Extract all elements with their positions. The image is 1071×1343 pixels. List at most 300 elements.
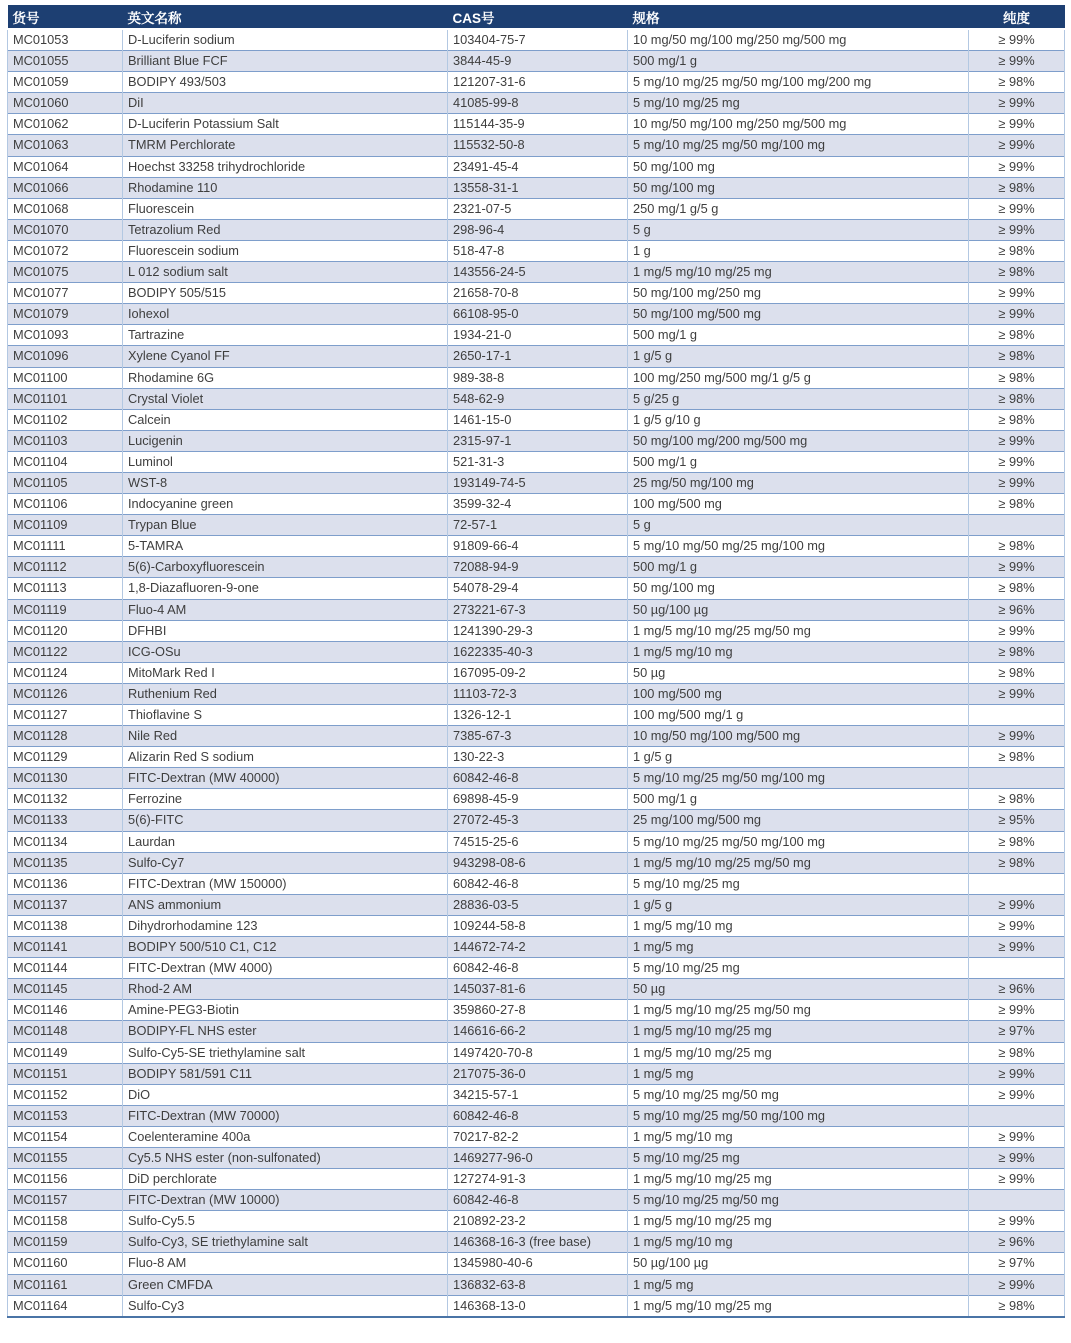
cell-code: MC01153 — [8, 1105, 123, 1126]
cell-cas: 548-62-9 — [448, 388, 628, 409]
cell-cas: 115144-35-9 — [448, 114, 628, 135]
cell-spec: 50 mg/100 mg/250 mg — [628, 283, 969, 304]
cell-spec: 5 g/25 g — [628, 388, 969, 409]
cell-spec: 1 mg/5 mg/10 mg/25 mg — [628, 1169, 969, 1190]
cell-spec: 5 g — [628, 219, 969, 240]
cell-cas: 359860-27-8 — [448, 1000, 628, 1021]
cell-spec: 5 mg/10 mg/25 mg/50 mg/100 mg/200 mg — [628, 72, 969, 93]
table-row — [8, 346, 1065, 367]
table-row — [8, 1042, 1065, 1063]
table-row — [8, 599, 1065, 620]
cell-spec: 1 mg/5 mg/10 mg/25 mg — [628, 262, 969, 283]
cell-spec: 250 mg/1 g/5 g — [628, 198, 969, 219]
table-row — [8, 1295, 1065, 1317]
cell-spec: 5 mg/10 mg/50 mg/25 mg/100 mg — [628, 536, 969, 557]
cell-name: Fluo-4 AM — [123, 599, 448, 620]
cell-purity: ≥ 98% — [969, 409, 1065, 430]
table-row — [8, 219, 1065, 240]
table-body — [8, 29, 1065, 1317]
cell-spec: 5 mg/10 mg/25 mg — [628, 1147, 969, 1168]
cell-code: MC01133 — [8, 810, 123, 831]
cell-code: MC01063 — [8, 135, 123, 156]
cell-purity: ≥ 98% — [969, 177, 1065, 198]
cell-cas: 1497420-70-8 — [448, 1042, 628, 1063]
table-row — [8, 156, 1065, 177]
cell-name: Fluorescein — [123, 198, 448, 219]
cell-code: MC01161 — [8, 1274, 123, 1295]
cell-code: MC01132 — [8, 789, 123, 810]
cell-purity — [969, 958, 1065, 979]
cell-purity: ≥ 96% — [969, 979, 1065, 1000]
table-row — [8, 240, 1065, 261]
cell-cas: 121207-31-6 — [448, 72, 628, 93]
table-row — [8, 536, 1065, 557]
cell-cas: 521-31-3 — [448, 451, 628, 472]
cell-code: MC01053 — [8, 29, 123, 51]
cell-cas: 91809-66-4 — [448, 536, 628, 557]
cell-purity: ≥ 99% — [969, 156, 1065, 177]
cell-spec: 50 mg/100 mg — [628, 177, 969, 198]
cell-code: MC01079 — [8, 304, 123, 325]
cell-name: DiO — [123, 1084, 448, 1105]
cell-purity: ≥ 99% — [969, 557, 1065, 578]
cell-spec: 100 mg/500 mg — [628, 683, 969, 704]
cell-purity — [969, 768, 1065, 789]
cell-cas: 103404-75-7 — [448, 29, 628, 51]
cell-name: Hoechst 33258 trihydrochloride — [123, 156, 448, 177]
cell-name: MitoMark Red I — [123, 662, 448, 683]
cell-name: BODIPY 505/515 — [123, 283, 448, 304]
cell-code: MC01164 — [8, 1295, 123, 1317]
cell-purity: ≥ 98% — [969, 747, 1065, 768]
table-row — [8, 557, 1065, 578]
cell-code: MC01105 — [8, 472, 123, 493]
cell-code: MC01137 — [8, 894, 123, 915]
cell-spec: 100 mg/500 mg — [628, 494, 969, 515]
cell-cas: 273221-67-3 — [448, 599, 628, 620]
cell-name: D-Luciferin sodium — [123, 29, 448, 51]
cell-purity: ≥ 98% — [969, 346, 1065, 367]
table-row — [8, 831, 1065, 852]
cell-spec: 1 g/5 g — [628, 894, 969, 915]
cell-spec: 50 mg/100 mg — [628, 156, 969, 177]
cell-name: BODIPY 493/503 — [123, 72, 448, 93]
cell-name: BODIPY-FL NHS ester — [123, 1021, 448, 1042]
cell-purity: ≥ 98% — [969, 240, 1065, 261]
cell-code: MC01106 — [8, 494, 123, 515]
cell-name: 1,8-Diazafluoren-9-one — [123, 578, 448, 599]
cell-cas: 60842-46-8 — [448, 873, 628, 894]
table-row — [8, 958, 1065, 979]
table-row — [8, 662, 1065, 683]
table-row — [8, 367, 1065, 388]
cell-cas: 130-22-3 — [448, 747, 628, 768]
cell-name: Tetrazolium Red — [123, 219, 448, 240]
cell-cas: 989-38-8 — [448, 367, 628, 388]
cell-spec: 1 g/5 g — [628, 346, 969, 367]
cell-spec: 500 mg/1 g — [628, 557, 969, 578]
cell-name: L 012 sodium salt — [123, 262, 448, 283]
table-row — [8, 177, 1065, 198]
cell-name: Rhod-2 AM — [123, 979, 448, 1000]
cell-purity: ≥ 99% — [969, 219, 1065, 240]
cell-code: MC01154 — [8, 1126, 123, 1147]
cell-code: MC01157 — [8, 1190, 123, 1211]
cell-spec: 1 g — [628, 240, 969, 261]
cell-name: FITC-Dextran (MW 150000) — [123, 873, 448, 894]
cell-spec: 50 µg — [628, 662, 969, 683]
cell-cas: 60842-46-8 — [448, 1190, 628, 1211]
cell-code: MC01113 — [8, 578, 123, 599]
cell-purity: ≥ 99% — [969, 29, 1065, 51]
cell-name: Iohexol — [123, 304, 448, 325]
cell-purity: ≥ 99% — [969, 51, 1065, 72]
cell-cas: 66108-95-0 — [448, 304, 628, 325]
cell-cas: 1622335-40-3 — [448, 641, 628, 662]
cell-code: MC01112 — [8, 557, 123, 578]
cell-code: MC01111 — [8, 536, 123, 557]
cell-cas: 34215-57-1 — [448, 1084, 628, 1105]
cell-name: Calcein — [123, 409, 448, 430]
cell-name: Tartrazine — [123, 325, 448, 346]
table-row — [8, 915, 1065, 936]
table-row — [8, 747, 1065, 768]
cell-spec: 100 mg/500 mg/1 g — [628, 705, 969, 726]
cell-name: Laurdan — [123, 831, 448, 852]
cell-purity: ≥ 99% — [969, 430, 1065, 451]
table-row — [8, 1169, 1065, 1190]
cell-cas: 72088-94-9 — [448, 557, 628, 578]
cell-purity: ≥ 98% — [969, 388, 1065, 409]
table-row — [8, 325, 1065, 346]
cell-code: MC01119 — [8, 599, 123, 620]
table-row — [8, 262, 1065, 283]
cell-spec: 1 mg/5 mg/10 mg — [628, 1126, 969, 1147]
cell-name: Sulfo-Cy5.5 — [123, 1211, 448, 1232]
cell-name: Green CMFDA — [123, 1274, 448, 1295]
cell-purity: ≥ 99% — [969, 1126, 1065, 1147]
cell-purity: ≥ 99% — [969, 451, 1065, 472]
cell-code: MC01145 — [8, 979, 123, 1000]
cell-cas: 1934-21-0 — [448, 325, 628, 346]
cell-cas: 28836-03-5 — [448, 894, 628, 915]
cell-cas: 11103-72-3 — [448, 683, 628, 704]
cell-code: MC01148 — [8, 1021, 123, 1042]
cell-name: FITC-Dextran (MW 70000) — [123, 1105, 448, 1126]
cell-name: Ferrozine — [123, 789, 448, 810]
cell-cas: 60842-46-8 — [448, 768, 628, 789]
cell-spec: 1 mg/5 mg/10 mg/25 mg/50 mg — [628, 1000, 969, 1021]
cell-cas: 1461-15-0 — [448, 409, 628, 430]
table-row — [8, 979, 1065, 1000]
cell-cas: 3844-45-9 — [448, 51, 628, 72]
cell-cas: 23491-45-4 — [448, 156, 628, 177]
table-row — [8, 789, 1065, 810]
table-row — [8, 494, 1065, 515]
cell-cas: 69898-45-9 — [448, 789, 628, 810]
cell-name: Cy5.5 NHS ester (non-sulfonated) — [123, 1147, 448, 1168]
table-row — [8, 430, 1065, 451]
cell-spec: 10 mg/50 mg/100 mg/250 mg/500 mg — [628, 114, 969, 135]
cell-purity: ≥ 99% — [969, 93, 1065, 114]
cell-name: Xylene Cyanol FF — [123, 346, 448, 367]
table-row — [8, 198, 1065, 219]
cell-name: ICG-OSu — [123, 641, 448, 662]
cell-spec: 5 mg/10 mg/25 mg/50 mg — [628, 1190, 969, 1211]
cell-cas: 1469277-96-0 — [448, 1147, 628, 1168]
cell-purity: ≥ 96% — [969, 599, 1065, 620]
cell-spec: 5 mg/10 mg/25 mg/50 mg/100 mg — [628, 1105, 969, 1126]
cell-purity: ≥ 99% — [969, 135, 1065, 156]
cell-code: MC01103 — [8, 430, 123, 451]
cell-cas: 1326-12-1 — [448, 705, 628, 726]
cell-spec: 1 mg/5 mg/10 mg/25 mg — [628, 1211, 969, 1232]
cell-purity — [969, 1105, 1065, 1126]
cell-spec: 50 µg — [628, 979, 969, 1000]
cell-spec: 50 mg/100 mg — [628, 578, 969, 599]
cell-spec: 500 mg/1 g — [628, 325, 969, 346]
cell-spec: 10 mg/50 mg/100 mg/500 mg — [628, 726, 969, 747]
cell-spec: 1 mg/5 mg/10 mg — [628, 915, 969, 936]
table-row — [8, 283, 1065, 304]
cell-code: MC01160 — [8, 1253, 123, 1274]
cell-code: MC01068 — [8, 198, 123, 219]
cell-code: MC01151 — [8, 1063, 123, 1084]
cell-name: BODIPY 500/510 C1, C12 — [123, 937, 448, 958]
cell-purity: ≥ 98% — [969, 494, 1065, 515]
table-row — [8, 451, 1065, 472]
cell-purity: ≥ 99% — [969, 683, 1065, 704]
cell-cas: 72-57-1 — [448, 515, 628, 536]
column-header-name: 英文名称 — [123, 5, 448, 29]
cell-spec: 1 mg/5 mg/10 mg — [628, 641, 969, 662]
cell-name: Coelenteramine 400a — [123, 1126, 448, 1147]
cell-spec: 50 µg/100 µg — [628, 599, 969, 620]
cell-purity: ≥ 97% — [969, 1253, 1065, 1274]
cell-purity: ≥ 98% — [969, 641, 1065, 662]
cell-spec: 5 mg/10 mg/25 mg/50 mg/100 mg — [628, 831, 969, 852]
cell-name: Brilliant Blue FCF — [123, 51, 448, 72]
cell-code: MC01096 — [8, 346, 123, 367]
column-header-purity: 纯度 — [969, 5, 1065, 29]
table-row — [8, 1211, 1065, 1232]
table-row — [8, 472, 1065, 493]
table-row — [8, 1274, 1065, 1295]
cell-cas: 193149-74-5 — [448, 472, 628, 493]
cell-name: Indocyanine green — [123, 494, 448, 515]
cell-purity: ≥ 99% — [969, 1211, 1065, 1232]
cell-purity: ≥ 99% — [969, 937, 1065, 958]
cell-code: MC01130 — [8, 768, 123, 789]
table-row — [8, 726, 1065, 747]
cell-name: Lucigenin — [123, 430, 448, 451]
table-row — [8, 1105, 1065, 1126]
cell-spec: 25 mg/100 mg/500 mg — [628, 810, 969, 831]
cell-spec: 1 mg/5 mg — [628, 1274, 969, 1295]
cell-purity: ≥ 99% — [969, 1000, 1065, 1021]
cell-cas: 54078-29-4 — [448, 578, 628, 599]
cell-spec: 25 mg/50 mg/100 mg — [628, 472, 969, 493]
cell-purity — [969, 515, 1065, 536]
cell-code: MC01155 — [8, 1147, 123, 1168]
cell-spec: 1 mg/5 mg/10 mg/25 mg — [628, 1021, 969, 1042]
product-table-container — [7, 5, 1064, 1318]
table-row — [8, 1021, 1065, 1042]
cell-spec: 5 mg/10 mg/25 mg — [628, 958, 969, 979]
cell-code: MC01070 — [8, 219, 123, 240]
cell-spec: 100 mg/250 mg/500 mg/1 g/5 g — [628, 367, 969, 388]
cell-code: MC01141 — [8, 937, 123, 958]
cell-name: Sulfo-Cy7 — [123, 852, 448, 873]
cell-cas: 2650-17-1 — [448, 346, 628, 367]
cell-spec: 1 mg/5 mg — [628, 937, 969, 958]
cell-purity — [969, 1190, 1065, 1211]
column-header-spec: 规格 — [628, 5, 969, 29]
cell-name: ANS ammonium — [123, 894, 448, 915]
cell-name: 5-TAMRA — [123, 536, 448, 557]
cell-code: MC01135 — [8, 852, 123, 873]
table-row — [8, 515, 1065, 536]
cell-code: MC01093 — [8, 325, 123, 346]
cell-purity: ≥ 99% — [969, 894, 1065, 915]
cell-code: MC01127 — [8, 705, 123, 726]
cell-cas: 298-96-4 — [448, 219, 628, 240]
table-row — [8, 51, 1065, 72]
cell-cas: 943298-08-6 — [448, 852, 628, 873]
cell-cas: 3599-32-4 — [448, 494, 628, 515]
cell-purity: ≥ 99% — [969, 620, 1065, 641]
cell-code: MC01124 — [8, 662, 123, 683]
cell-code: MC01064 — [8, 156, 123, 177]
cell-code: MC01144 — [8, 958, 123, 979]
cell-purity: ≥ 98% — [969, 536, 1065, 557]
cell-cas: 109244-58-8 — [448, 915, 628, 936]
cell-code: MC01066 — [8, 177, 123, 198]
cell-spec: 50 µg/100 µg — [628, 1253, 969, 1274]
cell-name: 5(6)-FITC — [123, 810, 448, 831]
table-row — [8, 1084, 1065, 1105]
cell-spec: 5 mg/10 mg/25 mg/50 mg/100 mg — [628, 768, 969, 789]
cell-code: MC01134 — [8, 831, 123, 852]
cell-cas: 27072-45-3 — [448, 810, 628, 831]
cell-cas: 136832-63-8 — [448, 1274, 628, 1295]
table-row — [8, 1126, 1065, 1147]
cell-purity: ≥ 99% — [969, 915, 1065, 936]
cell-name: Fluo-8 AM — [123, 1253, 448, 1274]
cell-cas: 60842-46-8 — [448, 1105, 628, 1126]
cell-cas: 146368-16-3 (free base) — [448, 1232, 628, 1253]
cell-purity — [969, 705, 1065, 726]
cell-cas: 167095-09-2 — [448, 662, 628, 683]
table-row — [8, 810, 1065, 831]
cell-purity: ≥ 99% — [969, 472, 1065, 493]
cell-name: DiI — [123, 93, 448, 114]
cell-code: MC01128 — [8, 726, 123, 747]
cell-cas: 146616-66-2 — [448, 1021, 628, 1042]
table-row — [8, 135, 1065, 156]
cell-code: MC01060 — [8, 93, 123, 114]
cell-cas: 1345980-40-6 — [448, 1253, 628, 1274]
cell-spec: 1 g/5 g/10 g — [628, 409, 969, 430]
cell-code: MC01146 — [8, 1000, 123, 1021]
cell-cas: 127274-91-3 — [448, 1169, 628, 1190]
cell-spec: 1 mg/5 mg/10 mg/25 mg/50 mg — [628, 852, 969, 873]
cell-code: MC01059 — [8, 72, 123, 93]
cell-spec: 50 mg/100 mg/500 mg — [628, 304, 969, 325]
table-row — [8, 72, 1065, 93]
cell-name: BODIPY 581/591 C11 — [123, 1063, 448, 1084]
cell-code: MC01149 — [8, 1042, 123, 1063]
cell-spec: 500 mg/1 g — [628, 51, 969, 72]
cell-cas: 60842-46-8 — [448, 958, 628, 979]
cell-cas: 115532-50-8 — [448, 135, 628, 156]
cell-purity: ≥ 99% — [969, 114, 1065, 135]
cell-purity: ≥ 99% — [969, 1274, 1065, 1295]
cell-cas: 74515-25-6 — [448, 831, 628, 852]
cell-purity: ≥ 99% — [969, 1063, 1065, 1084]
table-row — [8, 873, 1065, 894]
table-row — [8, 1063, 1065, 1084]
cell-purity: ≥ 99% — [969, 1084, 1065, 1105]
cell-cas: 217075-36-0 — [448, 1063, 628, 1084]
table-row — [8, 894, 1065, 915]
cell-spec: 1 mg/5 mg/10 mg — [628, 1232, 969, 1253]
table-row — [8, 1147, 1065, 1168]
cell-spec: 1 mg/5 mg — [628, 1063, 969, 1084]
cell-cas: 41085-99-8 — [448, 93, 628, 114]
cell-code: MC01156 — [8, 1169, 123, 1190]
cell-name: Sulfo-Cy3, SE triethylamine salt — [123, 1232, 448, 1253]
cell-name: Thioflavine S — [123, 705, 448, 726]
cell-code: MC01102 — [8, 409, 123, 430]
cell-cas: 144672-74-2 — [448, 937, 628, 958]
cell-code: MC01129 — [8, 747, 123, 768]
cell-code: MC01120 — [8, 620, 123, 641]
cell-name: Dihydrorhodamine 123 — [123, 915, 448, 936]
cell-code: MC01109 — [8, 515, 123, 536]
cell-purity — [969, 873, 1065, 894]
cell-purity: ≥ 99% — [969, 1169, 1065, 1190]
cell-purity: ≥ 98% — [969, 367, 1065, 388]
cell-purity: ≥ 99% — [969, 1147, 1065, 1168]
cell-spec: 500 mg/1 g — [628, 789, 969, 810]
cell-cas: 518-47-8 — [448, 240, 628, 261]
table-row — [8, 1190, 1065, 1211]
cell-name: Crystal Violet — [123, 388, 448, 409]
cell-purity: ≥ 99% — [969, 198, 1065, 219]
cell-spec: 1 mg/5 mg/10 mg/25 mg — [628, 1295, 969, 1317]
cell-purity: ≥ 96% — [969, 1232, 1065, 1253]
cell-code: MC01077 — [8, 283, 123, 304]
cell-cas: 13558-31-1 — [448, 177, 628, 198]
cell-name: FITC-Dextran (MW 40000) — [123, 768, 448, 789]
cell-cas: 21658-70-8 — [448, 283, 628, 304]
cell-spec: 1 mg/5 mg/10 mg/25 mg — [628, 1042, 969, 1063]
cell-name: Trypan Blue — [123, 515, 448, 536]
cell-name: 5(6)-Carboxyfluorescein — [123, 557, 448, 578]
cell-purity: ≥ 98% — [969, 262, 1065, 283]
cell-name: DiD perchlorate — [123, 1169, 448, 1190]
table-row — [8, 937, 1065, 958]
cell-name: Fluorescein sodium — [123, 240, 448, 261]
cell-code: MC01126 — [8, 683, 123, 704]
table-row — [8, 1253, 1065, 1274]
cell-cas: 146368-13-0 — [448, 1295, 628, 1317]
cell-spec: 5 mg/10 mg/25 mg — [628, 93, 969, 114]
cell-spec: 5 mg/10 mg/25 mg/50 mg — [628, 1084, 969, 1105]
column-header-code: 货号 — [8, 5, 123, 29]
cell-code: MC01158 — [8, 1211, 123, 1232]
